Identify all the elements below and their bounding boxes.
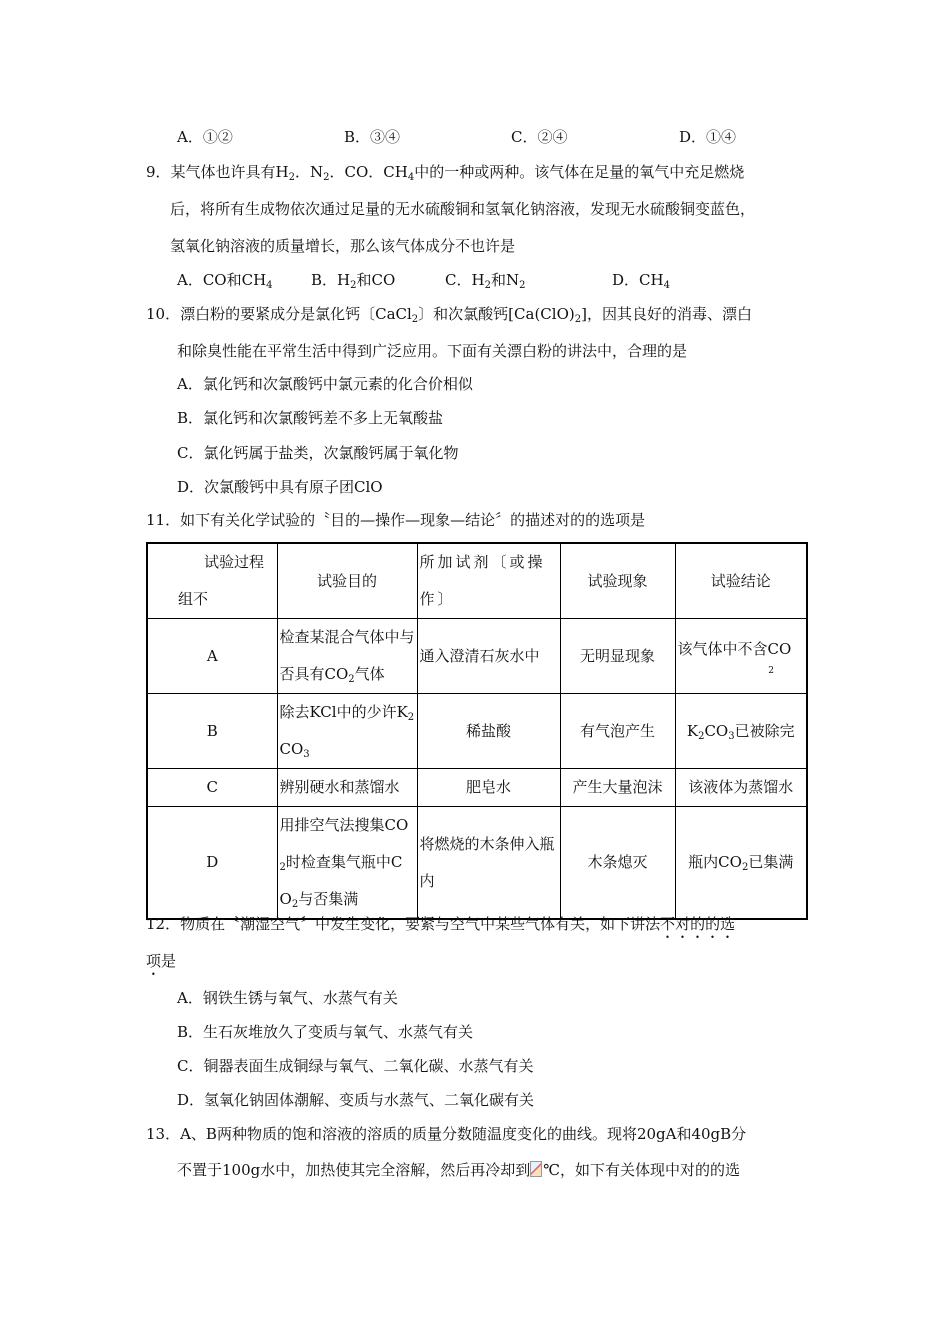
q12-emphasis: 不对的的选: [660, 915, 736, 933]
q8-option-d: D．①④: [679, 128, 737, 146]
row-a-reagent: 通入澄清石灰水中: [417, 619, 560, 694]
row-c-phenomenon: 产生大量泡沫: [560, 769, 675, 807]
row-a-purpose: 检查某混合气体中与否具有$CO_2$气体: [277, 619, 417, 694]
q9-stem-line3: 氢氧化钠溶液的质量增长，那么该气体成分不也许是: [170, 237, 516, 255]
header-phenomenon: 试验现象: [560, 543, 675, 619]
q10-stem-line1: 10．漂白粉的要紧成分是氯化钙〔CaCl$_2$〕和次氯酸钙$[Ca(ClO)_2]$，因其良好的消毒、漂白: [146, 305, 752, 325]
row-d-conclusion: 瓶内$CO_2$已集满: [675, 807, 807, 920]
experiment-table: [146, 542, 808, 920]
q9-option-c: C．$H_2$和$N_2$: [445, 271, 526, 291]
row-d-phenomenon: 木条熄灭: [560, 807, 675, 920]
table-row: [147, 807, 807, 920]
row-d-group: D: [147, 807, 277, 920]
q9-option-b: B．$H_2$和CO: [311, 271, 396, 291]
row-b-purpose: 除去KCl中的少许$K_2CO_3$: [277, 694, 417, 769]
table-row: [147, 769, 807, 807]
table-row: [147, 619, 807, 694]
q9-option-d: D．$CH_4$: [612, 271, 670, 291]
q12-stem-line1: 12．物质在〝潮湿空气〞中发生变化，要紧与空气中某些气体有关，如下讲法不对的的选: [146, 915, 736, 933]
q8-option-c: C．②④: [511, 128, 568, 146]
row-c-conclusion: 该液体为蒸馏水: [675, 769, 807, 807]
row-a-group: A: [147, 619, 277, 694]
q10-option-b: B．氯化钙和次氯酸钙差不多上无氧酸盐: [177, 409, 444, 427]
header-conclusion: 试验结论: [675, 543, 807, 619]
q10-option-c: C．氯化钙属于盐类，次氯酸钙属于氧化物: [177, 444, 459, 462]
row-b-phenomenon: 有气泡产生: [560, 694, 675, 769]
row-b-group: B: [147, 694, 277, 769]
row-a-conclusion: 该气体中不含CO 2: [675, 619, 807, 694]
q10-stem-line2: 和除臭性能在平常生活中得到广泛应用。下面有关漂白粉的讲法中，合理的是: [177, 342, 688, 360]
broken-image-icon: [530, 1161, 542, 1177]
row-a-phenomenon: 无明显现象: [560, 619, 675, 694]
header-reagent: 所加试剂〔或操作〕: [417, 543, 560, 619]
header-group: 试验过程 组不: [147, 543, 277, 619]
table-row: [147, 694, 807, 769]
q10-option-a: A．氯化钙和次氯酸钙中氯元素的化合价相似: [177, 375, 473, 393]
row-d-purpose: 用排空气法搜集$CO_2$时检查集气瓶中$CO_2$与否集满: [277, 807, 417, 920]
q12-stem-line2: 项是: [146, 952, 177, 970]
row-c-reagent: 肥皂水: [417, 769, 560, 807]
row-b-conclusion: $K_2CO_3$已被除完: [675, 694, 807, 769]
row-c-group: C: [147, 769, 277, 807]
q12-option-b: B．生石灰堆放久了变质与氧气、水蒸气有关: [177, 1023, 474, 1041]
q12-option-c: C．铜器表面生成铜绿与氧气、二氧化碳、水蒸气有关: [177, 1057, 534, 1075]
row-c-purpose: 辨别硬水和蒸馏水: [277, 769, 417, 807]
q9-stem-line1: 9．某气体也许具有$H_2$．$N_2$．CO．$CH_4$中的一种或两种。该气体在足量的氧气中充足燃烧: [146, 163, 745, 183]
q12-option-d: D．氢氧化钠固体潮解、变质与水蒸气、二氧化碳有关: [177, 1091, 535, 1109]
header-purpose: 试验目的: [277, 543, 417, 619]
q13-stem-line2: 不置于100g水中，加热使其完全溶解，然后再冷却到 ℃，如下有关体现中对的的选: [177, 1161, 741, 1179]
q8-option-b: B．③④: [344, 128, 401, 146]
q8-option-a: A．①②: [177, 128, 233, 146]
table-header-row: [147, 543, 807, 619]
q13-stem-line1: 13．A、B两种物质的饱和溶液的溶质的质量分数随温度变化的曲线。现将20gA和40gB分: [146, 1125, 747, 1143]
row-d-reagent: 将燃烧的木条伸入瓶内: [417, 807, 560, 920]
q9-stem-line2: 后，将所有生成物依次通过足量的无水硫酸铜和氢氧化钠溶液，发现无水硫酸铜变蓝色，: [170, 200, 756, 218]
q10-option-d: D．次氯酸钙中具有原子团ClO: [177, 478, 383, 496]
q12-option-a: A．钢铁生锈与氧气、水蒸气有关: [177, 989, 398, 1007]
q11-stem: 11．如下有关化学试验的〝目的—操作—现象—结论〞的描述对的的选项是: [146, 511, 646, 529]
row-b-reagent: 稀盐酸: [417, 694, 560, 769]
q9-option-a: A．CO和$CH_4$: [177, 271, 273, 291]
